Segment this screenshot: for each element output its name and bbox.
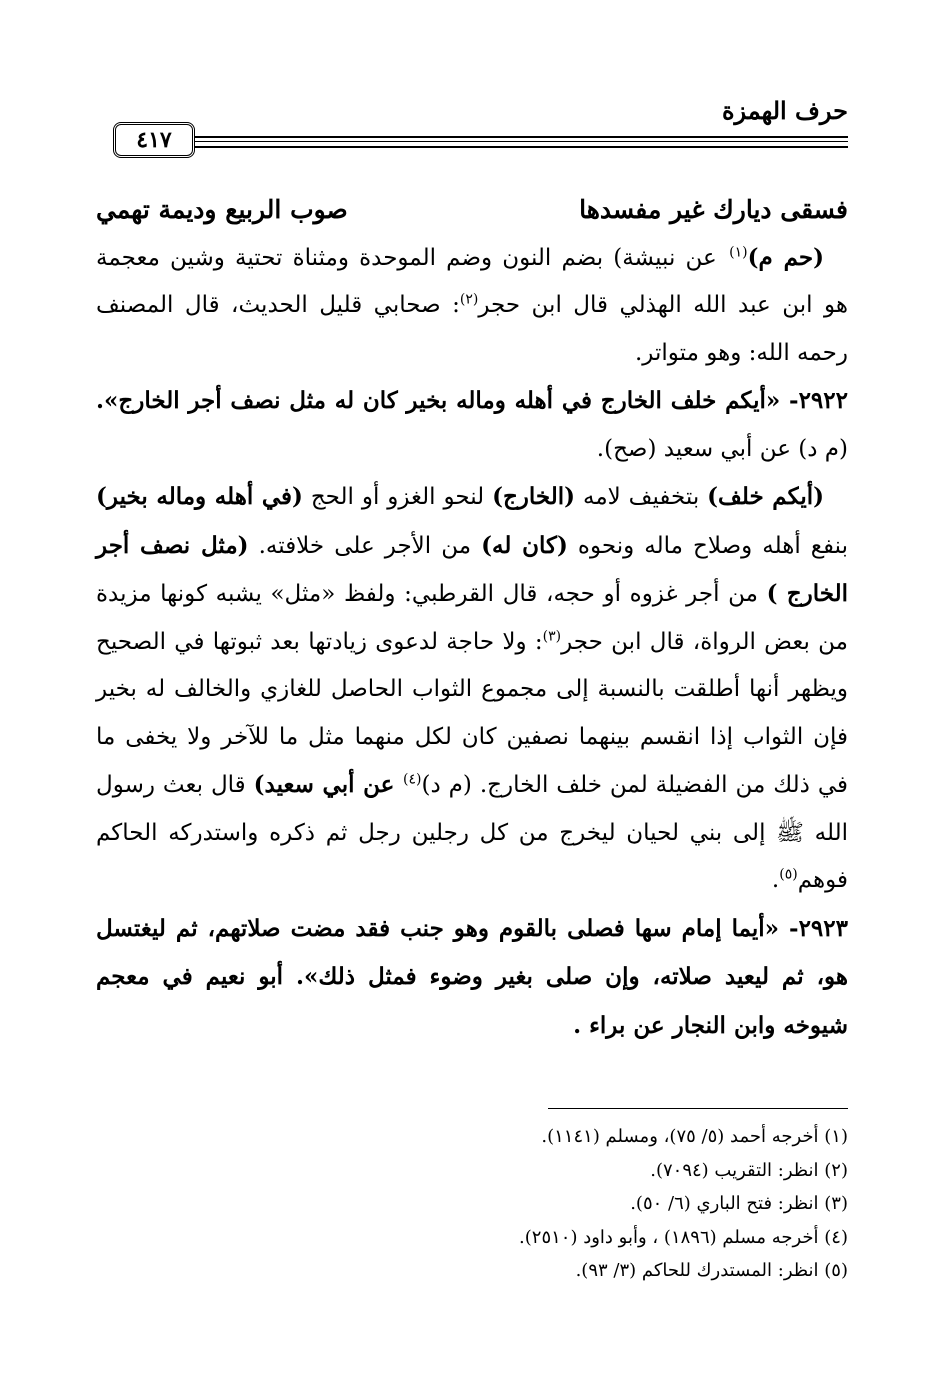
- chapter-title: حرف الهمزة: [721, 96, 848, 125]
- poem-verse: [96, 186, 848, 234]
- commentary-text: بنفع أهله وصلاح ماله ونحوه: [567, 532, 849, 559]
- source-ref: (حم م): [747, 243, 824, 271]
- paragraph-commentary-1: [96, 234, 848, 378]
- footnote-3: (٣) انظر: فتح الباري (٦/ ٥٠).: [630, 1193, 848, 1214]
- footnote-marker[interactable]: (٢): [459, 291, 479, 308]
- bold-term: (أيكم خلف): [707, 483, 824, 510]
- hadith-source: (م د) عن أبي سعيد (صح).: [596, 435, 848, 462]
- paragraph-commentary-2: [96, 473, 848, 905]
- footnote-divider: [548, 1108, 848, 1109]
- hadith-text: ٢٩٢٣- «أيما إمام سها فصلى بالقوم وهو جنب فقد مضت صلاتهم، ثم ليغتسل هو، ثم ليعيد صلاته، وإن صلى بغير وضوء فمثل ذلك». أبو نعيم في معجم شيوخه وابن النجار عن براء .: [96, 914, 848, 1039]
- bold-term: (كان له): [481, 531, 568, 559]
- header-rule: [96, 136, 848, 148]
- bold-term: عن أبي سعيد): [253, 771, 404, 798]
- commentary-text: من أجر غزوه أو حجه، قال القرطبي: ولفظ «مثل» يشبه كونها مزيدة من بعض الرواة، قال ابن حجر: [96, 581, 848, 655]
- commentary-text: .: [771, 867, 780, 893]
- footnote-2: (٢) انظر: التقريب (٧٠٩٤).: [650, 1159, 848, 1181]
- footnote-marker[interactable]: (٣): [542, 627, 562, 644]
- bold-term: (مثل نصف أجر الخارج ): [96, 531, 848, 607]
- poem-hemistich-first: فسقى ديارك غير مفسدها: [579, 195, 848, 224]
- hadith-2923: [96, 905, 848, 1051]
- hadith-2922: [96, 377, 848, 473]
- commentary-text: عن نبيشة) بضم النون وضم الموحدة ومثناة تحتية وشين معجمة هو ابن عبد الله الهذلي قال ابن حجر: [96, 244, 848, 318]
- main-text: [96, 186, 848, 1050]
- commentary-text: من الأجر على خلافته.: [248, 532, 482, 559]
- footnote-marker[interactable]: (١): [729, 243, 748, 260]
- bold-term: (في أهله وماله بخير): [96, 483, 303, 510]
- footnotes: [519, 1120, 848, 1288]
- commentary-text: بتخفيف لامه: [575, 484, 708, 510]
- footnote-4: (٤) أخرجه مسلم (١٨٩٦) ، وأبو داود (٢٥١٠).: [519, 1226, 848, 1248]
- bold-term: (الخارج): [492, 483, 576, 510]
- hadith-text: ٢٩٢٢- «أيكم خلف الخارج في أهله وماله بخير كان له مثل نصف أجر الخارج».: [96, 387, 848, 414]
- poem-hemistich-second: صوب الربيع وديمة تهمي: [96, 195, 348, 224]
- footnote-marker[interactable]: (٥): [779, 866, 798, 883]
- footnote-1: (١) أخرجه أحمد (٥/ ٧٥)، ومسلم (١١٤١).: [541, 1126, 848, 1147]
- commentary-text: قال بعث رسول الله ﷺ إلى بني لحيان ليخرج من كل رجلين رجل ثم ذكره واستدركه الحاكم فوهم: [96, 772, 848, 893]
- footnote-5: (٥) انظر: المستدرك للحاكم (٣/ ٩٣).: [575, 1260, 848, 1281]
- commentary-text: لنحو الغزو أو الحج: [302, 484, 493, 510]
- source-ref: (م د): [421, 772, 472, 798]
- footnote-marker[interactable]: (٤): [403, 771, 422, 788]
- commentary-text: : صحابي قليل الحديث، قال المصنف رحمه الله: وهو متواتر.: [96, 292, 848, 366]
- page-number: ٤١٧: [113, 122, 195, 158]
- commentary-text: : ولا حاجة لدعوى زيادتها بعد ثبوتها في الصحيح ويظهر أنها أطلقت بالنسبة إلى مجموع الثواب الحاصل للغازي والخالف له بخير فإن الثواب إذا انقسم بينهما نصفين كان لكل منهما مثل ما للآخر ولا يخفى ما في ذلك من الفضيلة لمن خلف الخارج.: [96, 628, 849, 798]
